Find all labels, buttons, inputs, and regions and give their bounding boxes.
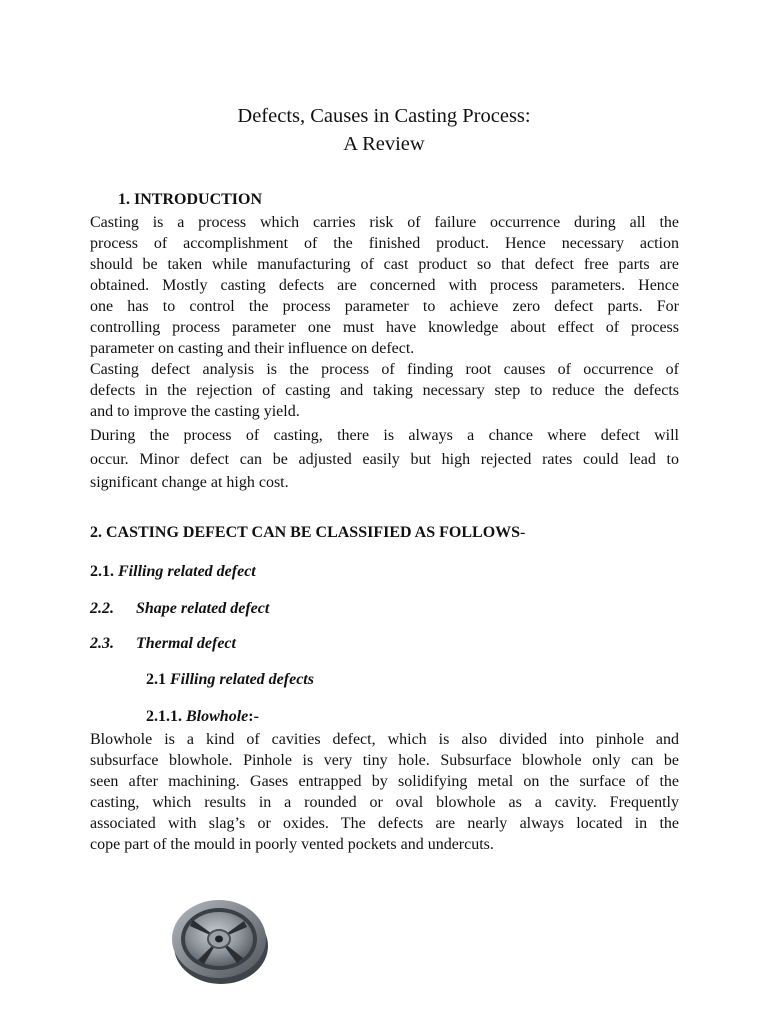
text-line: defects in the rejection of casting and taking necessary step to reduce the defects	[90, 382, 679, 399]
text-line: seen after machining. Gases entrapped by solidifying metal on the surface of the	[90, 773, 679, 790]
text-line: parameter on casting and their influence on defect.	[90, 340, 415, 357]
section-2-heading-text: 2. CASTING DEFECT CAN BE CLASSIFIED AS FOLLOWS	[90, 524, 521, 541]
blowhole-paragraph	[90, 729, 679, 855]
text-line: one has to control the process parameter to achieve zero defect parts. For	[90, 298, 679, 315]
paper-title	[0, 102, 768, 158]
text-line: controlling process parameter one must have knowledge about effect of process	[90, 319, 679, 336]
item-number: 2.1.	[90, 563, 114, 580]
subsection-number: 2.1	[146, 671, 166, 688]
subsection-suffix: :-	[248, 708, 259, 725]
text-line: obtained. Mostly casting defects are concerned with process parameters. Hence	[90, 277, 679, 294]
item-label: Shape related defect	[136, 600, 270, 617]
text-line: significant change at high cost.	[90, 474, 289, 491]
intro-paragraph-2	[90, 359, 679, 422]
subsection-number: 2.1.1.	[146, 708, 182, 725]
text-line: cope part of the mould in poorly vented pockets and undercuts.	[90, 836, 494, 853]
text-line: Casting is a process which carries risk of failure occurrence during all the	[90, 214, 679, 231]
section-1-heading: 1. INTRODUCTION	[118, 191, 263, 208]
text-line: and to improve the casting yield.	[90, 403, 300, 420]
item-number: 2.2.	[90, 600, 114, 617]
text-line: occur. Minor defect can be adjusted easily but high rejected rates could lead to	[90, 450, 679, 468]
classification-item-2-3	[90, 635, 236, 653]
item-number: 2.3.	[90, 635, 114, 652]
section-2-heading	[90, 524, 525, 542]
text-line: During the process of casting, there is always a chance where defect will	[90, 427, 679, 444]
subsection-label: Filling related defects	[170, 671, 314, 688]
subsection-2-1-heading	[146, 671, 314, 689]
title-line-2: A Review	[343, 133, 425, 155]
cast-pulley-wheel-icon	[168, 892, 274, 988]
text-line: should be taken while manufacturing of cast product so that defect free parts are	[90, 256, 679, 273]
text-line: Blowhole is a kind of cavities defect, which is also divided into pinhole and	[90, 731, 679, 748]
item-label: Thermal defect	[136, 635, 236, 652]
text-line: casting, which results in a rounded or oval blowhole as a cavity. Frequently	[90, 794, 679, 811]
classification-item-2-2	[90, 600, 269, 618]
intro-paragraph-3	[90, 424, 679, 495]
text-line: Casting defect analysis is the process of finding root causes of occurrence of	[90, 361, 679, 378]
intro-paragraph-1	[90, 212, 679, 359]
classification-item-2-1	[90, 563, 256, 581]
text-line: process of accomplishment of the finished product. Hence necessary action	[90, 235, 679, 252]
title-line-1: Defects, Causes in Casting Process:	[237, 105, 531, 127]
item-label: Filling related defect	[118, 563, 256, 580]
subsection-label: Blowhole	[186, 708, 249, 725]
text-line: associated with slag’s or oxides. The defects are nearly always located in the	[90, 815, 679, 832]
section-2-heading-suffix: -	[520, 524, 526, 541]
subsection-2-1-1-heading	[146, 708, 259, 726]
text-line: subsurface blowhole. Pinhole is very tiny hole. Subsurface blowhole only can be	[90, 752, 679, 769]
pulley-wheel-image	[168, 892, 274, 988]
